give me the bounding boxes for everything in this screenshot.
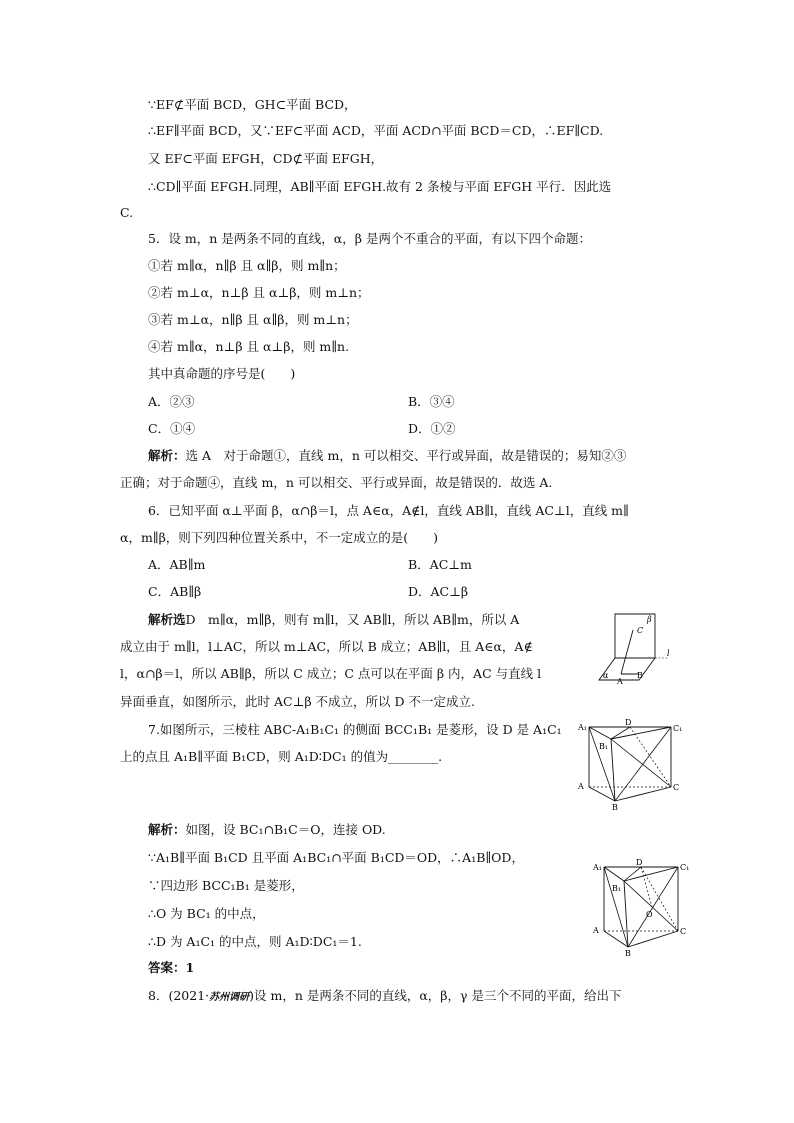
label-b1: B₁ [599, 742, 609, 751]
label-a: A [593, 926, 599, 935]
q5-stem: 5．设 m，n 是两条不同的直线，α，β 是两个不重合的平面，有以下四个命题： [148, 231, 591, 246]
label-b: B [612, 803, 618, 812]
q6-analysis-3: l，α∩β＝l，所以 AB∥β，所以 C 成立；C 点可以在平面 β 内，AC 与直线 l [120, 666, 542, 681]
label-alpha: α [603, 671, 609, 680]
label-b: B [637, 671, 643, 680]
q6-analysis-2: 成立由于 m∥l，l⊥AC，所以 m⊥AC，所以 B 成立；AB∥l，且 A∈α，A∉ [120, 639, 533, 654]
analysis-text: D m∥α，m∥β，则有 m∥l，又 AB∥l，所以 AB∥m，所以 A [185, 612, 520, 627]
q7-stem-1: 7.如图所示，三棱柱 ABC-A₁B₁C₁ 的侧面 BCC₁B₁ 是菱形，设 D 是 A₁C₁ [148, 722, 562, 737]
q6-analysis-1 [148, 612, 519, 628]
q5-option-a: A．②③ [148, 394, 195, 409]
line-proof-1: ∵EF⊄平面 BCD，GH⊂平面 BCD， [148, 97, 357, 112]
q8-number: 8．(2021· [148, 988, 210, 1003]
prism-with-o-figure [590, 855, 695, 959]
label-a1: A₁ [593, 863, 602, 872]
label-c: C [680, 927, 687, 936]
label-beta: β [647, 615, 652, 624]
q6-stem-2: α，m∥β，则下列四种位置关系中，不一定成立的是( ) [120, 530, 439, 545]
q7-analysis-2: ∵A₁B∥平面 B₁CD 且平面 A₁BC₁∩平面 B₁CD＝OD，∴A₁B∥OD， [148, 850, 524, 865]
line-proof-3: 又 EF⊂平面 EFGH，CD⊄平面 EFGH， [148, 151, 384, 166]
q6-option-c: C．AB∥β [148, 584, 202, 599]
label-c: C [673, 783, 680, 792]
label-d: D [636, 858, 643, 867]
q5-option-c: C．①④ [148, 421, 196, 436]
label-b1: B₁ [612, 884, 622, 893]
q7-stem-2: 上的点且 A₁B∥平面 B₁CD，则 A₁D∶DC₁ 的值为________. [120, 749, 443, 764]
line-proof-2: ∴EF∥平面 BCD，又∵EF⊂平面 ACD，平面 ACD∩平面 BCD＝CD，∴EF∥CD. [148, 123, 604, 138]
q7-analysis-3: ∵四边形 BCC₁B₁ 是菱形， [148, 878, 304, 893]
perpendicular-planes-figure [593, 608, 683, 688]
q8-stem [148, 988, 621, 1006]
label-c1: C₁ [673, 724, 683, 733]
q6-option-b: B．AC⊥m [408, 557, 472, 572]
label-c1: C₁ [680, 863, 690, 872]
label-l: l [667, 649, 670, 658]
analysis-label: 解析： [148, 448, 186, 463]
q6-analysis-4: 异面垂直，如图所示，此时 AC⊥β 不成立，所以 D 不一定成立. [120, 694, 475, 709]
q5-analysis [148, 448, 626, 464]
label-o: O [646, 910, 653, 919]
q5-prop-4: ④若 m∥α，n⊥β 且 α⊥β，则 m∥n. [148, 339, 350, 354]
label-a1: A₁ [578, 723, 587, 732]
q8-source: 苏州调研 [209, 992, 250, 1003]
q5-option-d: D．①② [408, 421, 456, 436]
prism-figure [575, 717, 687, 813]
q7-analysis-4: ∴O 为 BC₁ 的中点， [148, 906, 265, 921]
q6-option-d: D．AC⊥β [408, 584, 469, 599]
analysis-label: 解析： [148, 822, 186, 837]
q5-prop-3: ③若 m⊥α，n∥β 且 α∥β，则 m⊥n； [148, 312, 358, 327]
q5-prop-2: ②若 m⊥α，n⊥β 且 α⊥β，则 m⊥n； [148, 285, 370, 300]
q7-analysis-5: ∴D 为 A₁C₁ 的中点，则 A₁D∶DC₁＝1. [148, 934, 362, 949]
line-proof-5: C. [120, 205, 134, 220]
label-a: A [617, 677, 623, 686]
analysis-text: 如图，设 BC₁∩B₁C＝O，连接 OD. [185, 822, 386, 837]
label-a: A [578, 782, 584, 791]
analysis-text: 选 A 对于命题①，直线 m，n 可以相交、平行或异面，故是错误的；易知②③ [185, 448, 627, 463]
q7-analysis-1 [148, 822, 386, 838]
q6-option-a: A．AB∥m [148, 557, 206, 572]
line-proof-4: ∴CD∥平面 EFGH.同理，AB∥平面 EFGH.故有 2 条棱与平面 EFGH 平行．因此选 [148, 179, 612, 194]
q5-analysis-cont: 正确；对于命题④，直线 m，n 可以相交、平行或异面，故是错误的．故选 A. [120, 475, 553, 490]
q6-stem-1: 6．已知平面 α⊥平面 β，α∩β＝l，点 A∈α，A∉l，直线 AB∥l，直线 AC⊥l，直线 m∥ [148, 503, 629, 518]
q5-ask: 其中真命题的序号是( ) [148, 366, 296, 381]
q5-prop-1: ①若 m∥α，n∥β 且 α∥β，则 m∥n； [148, 258, 346, 273]
q8-text: )设 m，n 是两条不同的直线，α，β，γ 是三个不同的平面，给出下 [249, 988, 622, 1003]
label-d: D [625, 718, 632, 727]
label-c: C [637, 626, 644, 635]
label-b: B [625, 949, 631, 958]
q7-answer: 答案：1 [148, 960, 195, 975]
q5-option-b: B．③④ [408, 394, 455, 409]
analysis-label: 解析选 [148, 612, 186, 627]
